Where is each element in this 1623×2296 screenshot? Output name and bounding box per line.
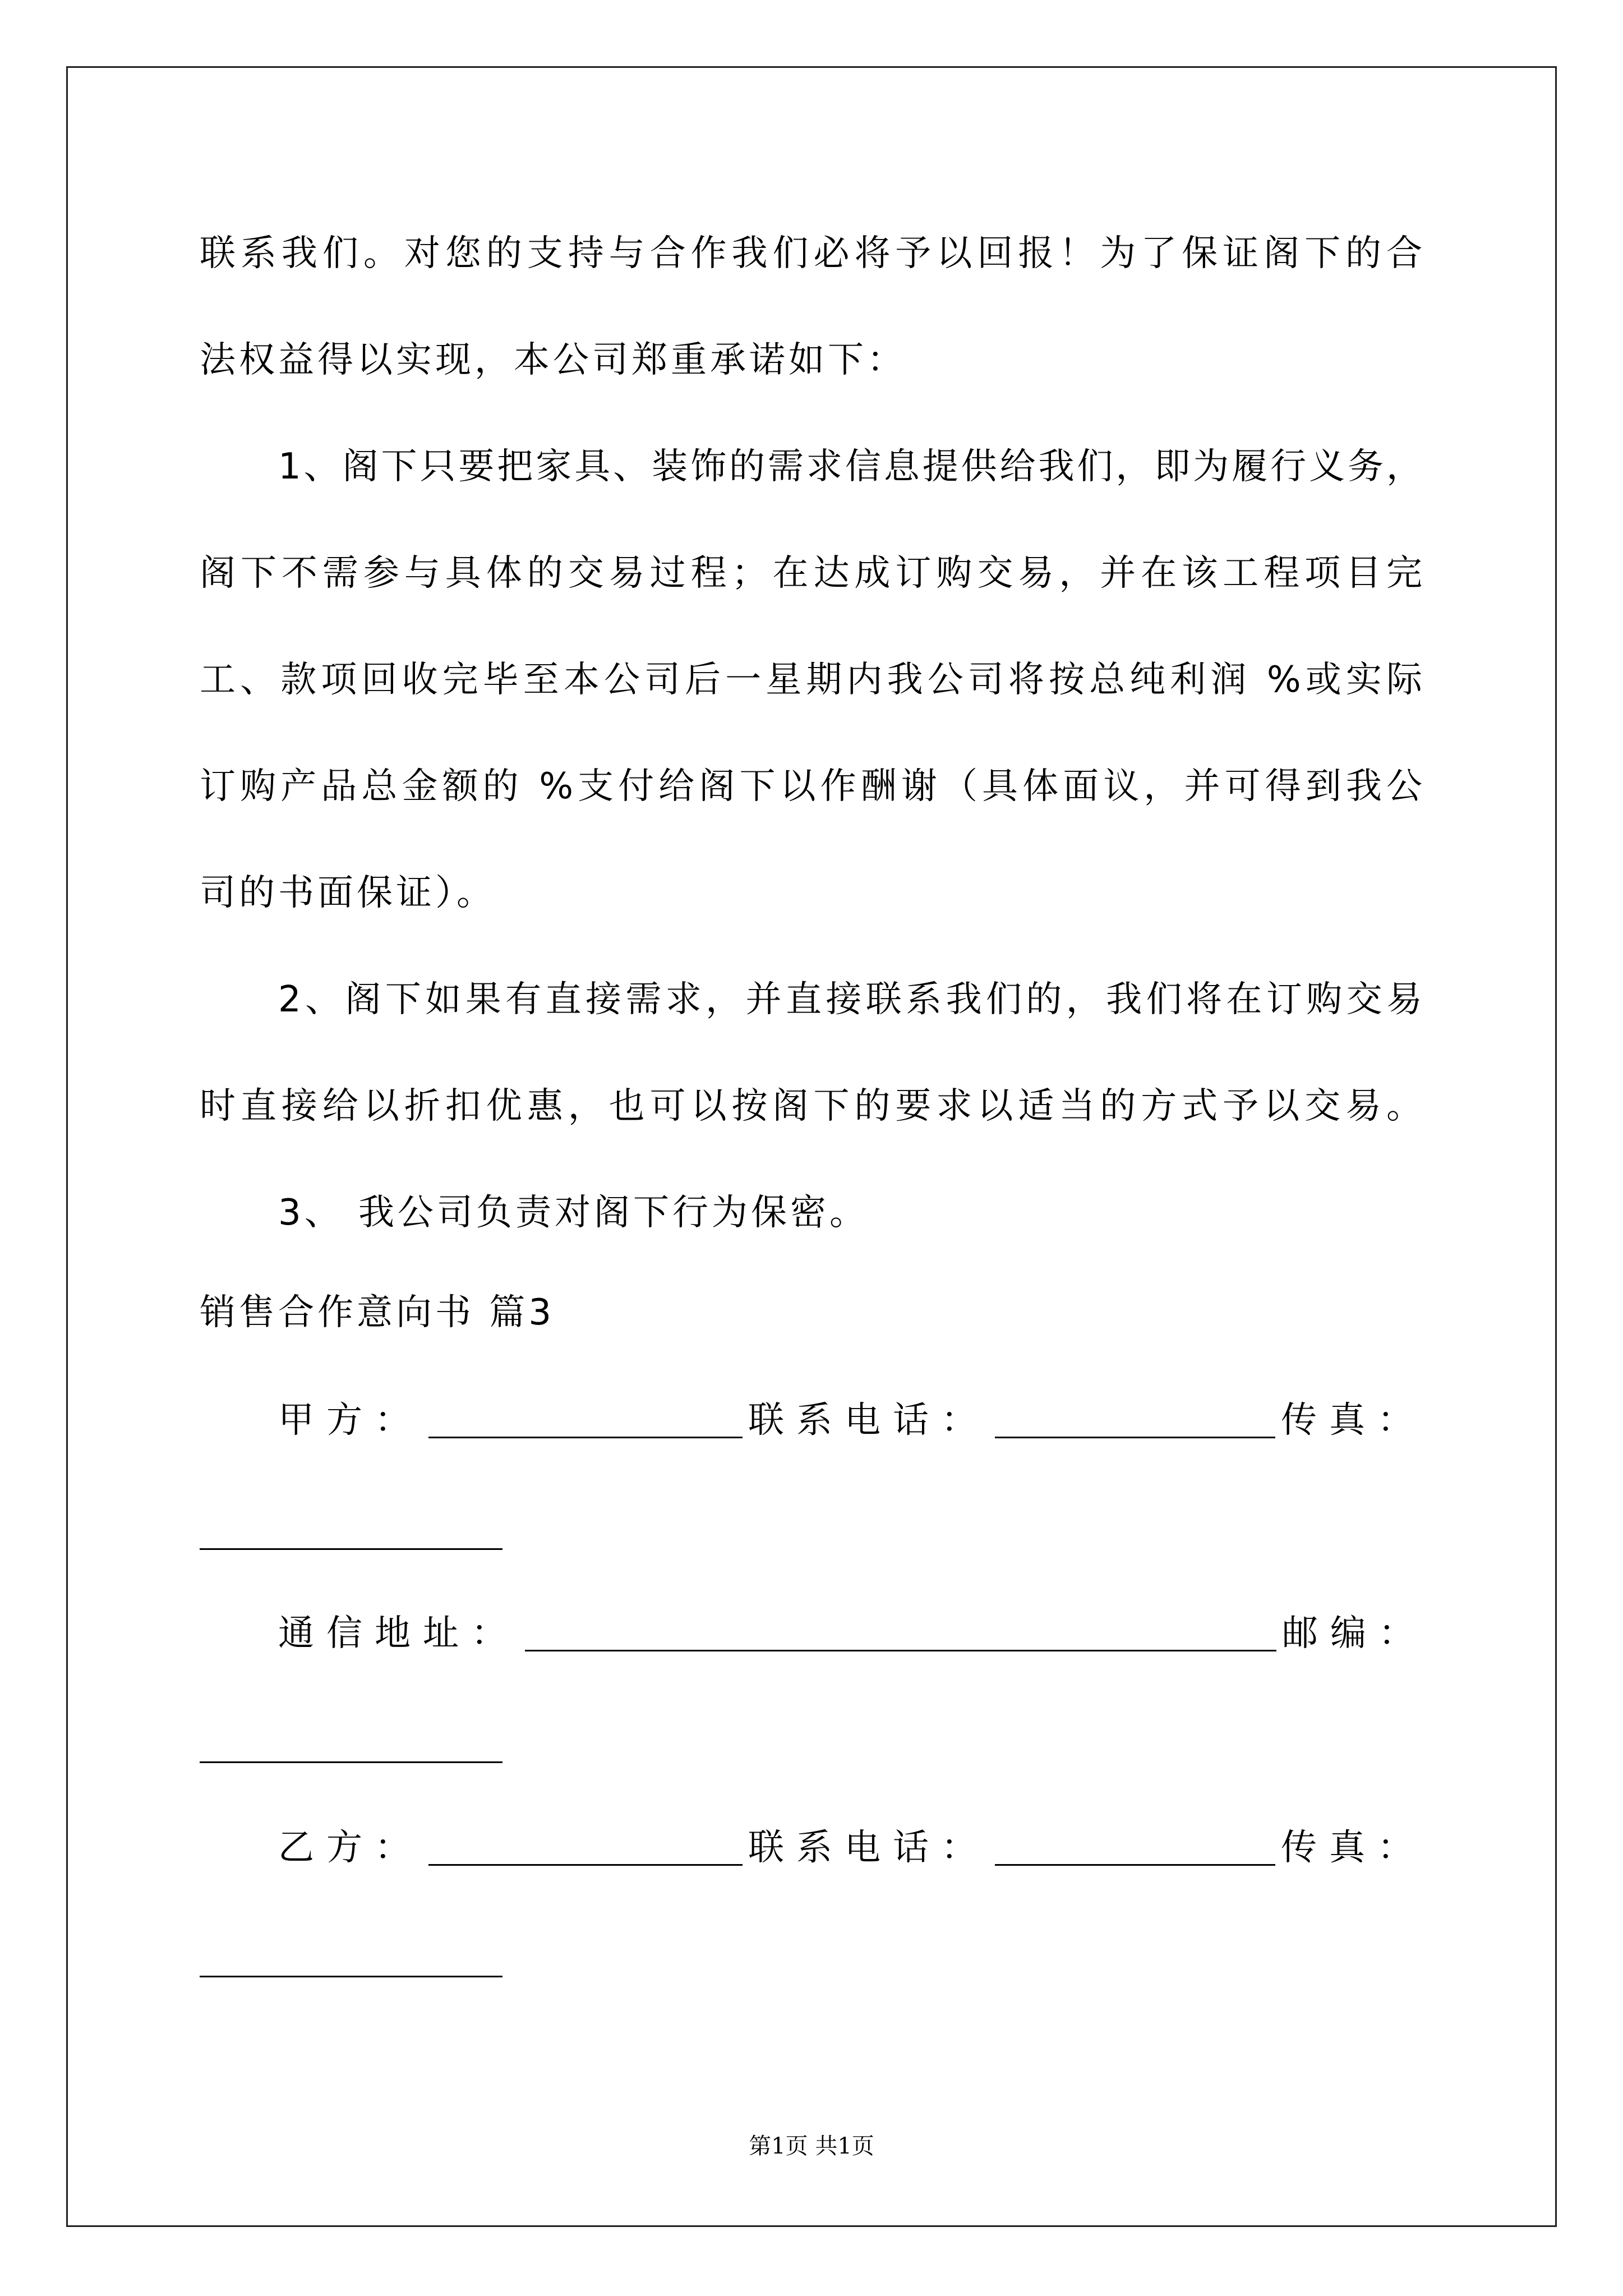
- fax-blank-b[interactable]: [200, 1976, 502, 1977]
- fax-blank[interactable]: [200, 1548, 502, 1550]
- page-footer: 第1页 共1页: [749, 2133, 874, 2159]
- body-text-line: 订购产品总金额的 %支付给阁下以作酬谢（具体面议，并可得到我公: [200, 766, 1422, 807]
- body-text-line: 联系我们。对您的支持与合作我们必将予以回报！为了保证阁下的合: [200, 233, 1422, 274]
- party-a-label: 甲方：: [278, 1400, 423, 1441]
- body-text-line: 法权益得以实现，本公司郑重承诺如下：: [200, 339, 906, 381]
- party-b-row: [278, 1827, 1445, 1869]
- body-text-line: 1、阁下只要把家具、装饰的需求信息提供给我们，即为履行义务，: [278, 446, 1422, 487]
- phone-label-b: 联系电话：: [748, 1827, 989, 1869]
- body-text-line: 时直接给以折扣优惠，也可以按阁下的要求以适当的方式予以交易。: [200, 1085, 1422, 1127]
- section-title: 销售合作意向书 篇3: [200, 1292, 555, 1333]
- body-text-line: 工、款项回收完毕至本公司后一星期内我公司将按总纯利润 %或实际: [200, 659, 1422, 701]
- body-text-line: 2、阁下如果有直接需求，并直接联系我们的，我们将在订购交易: [278, 979, 1422, 1020]
- postcode-label: 邮编：: [1282, 1613, 1427, 1654]
- address-blank[interactable]: [525, 1617, 1276, 1651]
- body-text-line: 司的书面保证）。: [200, 872, 496, 914]
- phone-label: 联系电话：: [748, 1400, 989, 1441]
- phone-blank-b[interactable]: [995, 1832, 1275, 1866]
- postcode-blank[interactable]: [200, 1761, 502, 1763]
- page-border: [66, 66, 1557, 2227]
- address-label: 通信地址：: [278, 1613, 519, 1654]
- address-row: [278, 1613, 1445, 1654]
- body-text-line: 阁下不需参与具体的交易过程；在达成订购交易，并在该工程项目完: [200, 553, 1422, 594]
- body-text-line: 3、 我公司负责对阁下行为保密。: [278, 1192, 869, 1234]
- phone-blank[interactable]: [995, 1404, 1275, 1438]
- fax-label-b: 传真：: [1281, 1827, 1426, 1869]
- party-a-blank[interactable]: [428, 1404, 743, 1438]
- party-b-label: 乙方：: [278, 1827, 423, 1869]
- party-a-row: [278, 1400, 1445, 1441]
- fax-label: 传真：: [1281, 1400, 1426, 1441]
- party-b-blank[interactable]: [428, 1832, 743, 1866]
